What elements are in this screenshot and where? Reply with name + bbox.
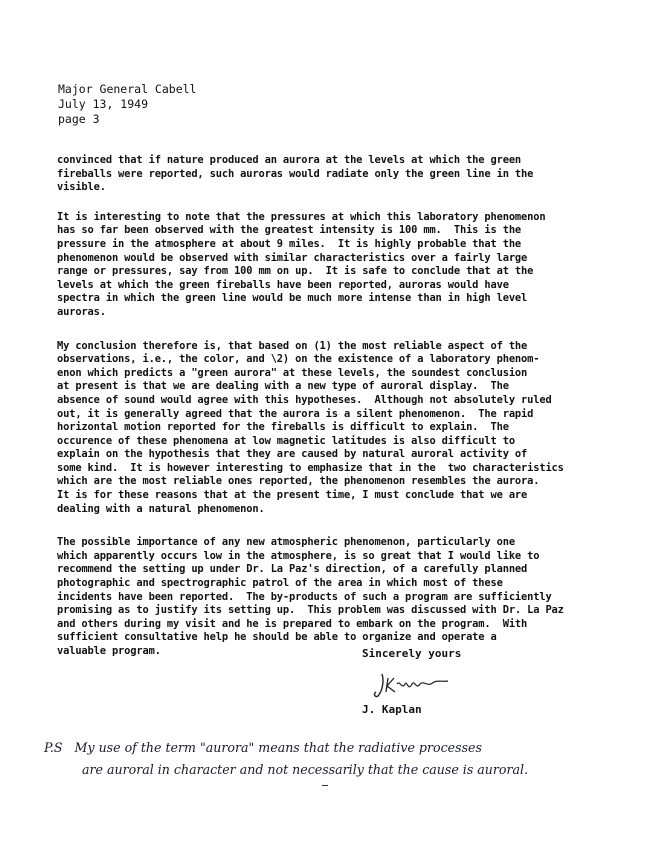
letter-header bbox=[58, 82, 196, 127]
paragraph-2: It is interesting to note that the pressures at which this laboratory phenomenon has so far been observed with the greatest intensity is 100 mm. This is the pressure in the atmosphere at about 9 miles. It is highly probable that the phenomenon would be observed with similar characteristics over a fairly large range or pressures, say from 100 mm on up. It is safe to conclude that at the levels at which the green fireballs have been reported, auroras would have spectra in which the green line would be much more intense than in high level auroras. bbox=[57, 210, 546, 318]
handwritten-signature bbox=[372, 670, 452, 700]
postscript-line-2: are auroral in character and not necessarily that the cause is auroral. bbox=[82, 762, 529, 777]
handwritten-postscript bbox=[44, 737, 614, 781]
page-number: page 3 bbox=[58, 112, 100, 126]
closing-line: Sincerely yours bbox=[362, 647, 462, 660]
recipient-line: Major General Cabell bbox=[58, 82, 197, 96]
signer-name: J. Kaplan bbox=[362, 703, 422, 716]
letter-body bbox=[57, 154, 597, 679]
postscript-line-1: P.S My use of the term "aurora" means that the radiative processes bbox=[44, 740, 482, 755]
paragraph-4: The possible importance of any new atmospheric phenomenon, particularly one which apparently occurs low in the atmosphere, is so great that I would like to recommend the setting up under Dr. La Paz's direction, of a carefully planned photographic and spectrographic patrol of the area in which most of these incidents have been reported. The by-products of such a program are sufficiently promising as to justify its setting up. This problem was discussed with Dr. La Paz and others during my visit and he is prepared to embark on the program. With sufficient consultative help he should be able to organize and operate a valuable program. bbox=[57, 536, 564, 657]
paragraph-1: convinced that if nature produced an aurora at the levels at which the green fireballs were reported, such auroras would radiate only the green line in the visible. bbox=[57, 154, 534, 194]
stray-mark bbox=[322, 785, 328, 786]
date-line: July 13, 1949 bbox=[58, 97, 149, 111]
paragraph-3: My conclusion therefore is, that based on (1) the most reliable aspect of the observations, i.e., the color, and \2) on the existence of a laboratory phenom- enon which predicts a "green aurora" at these levels, the soundest conclusion at present is that we are dealing with a new type of auroral display. The absence of sound would agree with this hypotheses. Although not absolutely ruled out, it is generally agreed that the aurora is a silent phenomenon. The rapid horizontal motion reported for the fireballs is difficult to explain. The occurence of these phenomena at low magnetic latitudes is also difficult to explain on the hypothesis that they are caused by natural auroral activity of some kind. It is however interesting to emphasize that in the two characteristics which are the most reliable ones reported, the phenomenon resembles the aurora. It is for these reasons that at the present time, I must conclude that we are dealing with a natural phenomenon. bbox=[57, 339, 564, 515]
